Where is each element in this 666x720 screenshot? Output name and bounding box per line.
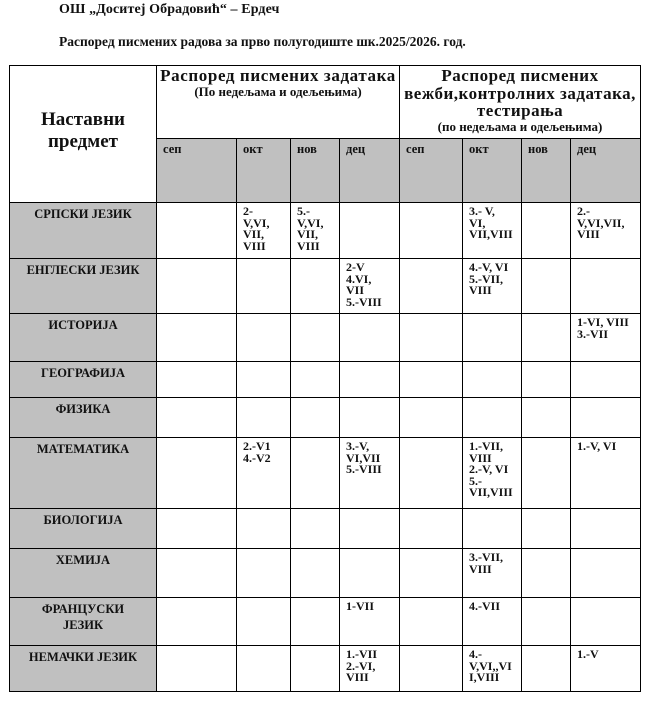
table-row	[10, 646, 641, 692]
table-row	[10, 549, 641, 598]
schedule-cell	[237, 549, 291, 598]
schedule-cell	[291, 549, 340, 598]
schedule-cell	[237, 646, 291, 692]
schedule-cell	[340, 509, 400, 549]
schedule-cell: 1-VII	[340, 598, 400, 646]
schedule-cell	[463, 509, 522, 549]
schedule-cell: 4.- V,VI,,VI I,VIII	[463, 646, 522, 692]
schedule-cell	[522, 598, 571, 646]
subject-cell: МАТЕМАТИКА	[10, 438, 157, 509]
subject-cell: ИСТОРИЈА	[10, 314, 157, 362]
subject-cell: БИОЛОГИЈА	[10, 509, 157, 549]
schedule-cell	[291, 362, 340, 398]
schedule-cell	[237, 362, 291, 398]
schedule-cell	[571, 362, 641, 398]
schedule-cell	[400, 598, 463, 646]
schedule-cell	[340, 203, 400, 259]
schedule-cell	[522, 259, 571, 314]
schedule-cell	[522, 646, 571, 692]
schedule-cell	[291, 509, 340, 549]
subject-cell: ЕНГЛЕСКИ ЈЕЗИК	[10, 259, 157, 314]
schedule-cell	[157, 314, 237, 362]
schedule-cell	[571, 549, 641, 598]
schedule-cell: 4.-V, VI 5.-VII, VIII	[463, 259, 522, 314]
schedule-cell	[522, 203, 571, 259]
schedule-cell: 1.-VII, VIII 2.-V, VI 5.- VII,VIII	[463, 438, 522, 509]
schedule-cell	[400, 509, 463, 549]
schedule-cell	[237, 398, 291, 438]
schedule-cell	[571, 598, 641, 646]
schedule-cell: 2- V,VI, VII, VIII	[237, 203, 291, 259]
schedule-cell	[340, 362, 400, 398]
schedule-cell	[400, 398, 463, 438]
table-row	[10, 509, 641, 549]
schedule-cell	[522, 398, 571, 438]
schedule-cell	[340, 398, 400, 438]
schedule-cell	[522, 549, 571, 598]
schedule-cell	[400, 259, 463, 314]
schedule-cell	[237, 509, 291, 549]
table-row	[10, 314, 641, 362]
schedule-cell	[522, 438, 571, 509]
schedule-cell	[463, 362, 522, 398]
schedule-cell	[571, 398, 641, 438]
schedule-cell	[157, 362, 237, 398]
subject-cell: ФРАНЦУСКИ ЈЕЗИК	[10, 598, 157, 646]
schedule-cell	[400, 438, 463, 509]
subject-column-header	[10, 66, 157, 203]
document-title: Распоред писмених радова за прво полугодиште шк.2025/2026. год.	[59, 34, 466, 49]
tests-group-header	[400, 66, 641, 139]
month-header-tasks-2: нов	[291, 139, 340, 203]
schedule-cell: 2.- V,VI,VII, VIII	[571, 203, 641, 259]
schedule-cell	[157, 549, 237, 598]
month-header-tests-1: окт	[463, 139, 522, 203]
schedule-cell	[400, 549, 463, 598]
schedule-cell	[340, 549, 400, 598]
schedule-cell	[291, 259, 340, 314]
table-row	[10, 362, 641, 398]
schedule-cell: 1.-VII 2.-VI, VIII	[340, 646, 400, 692]
schedule-cell: 3.- V, VI, VII,VIII	[463, 203, 522, 259]
subject-cell: СРПСКИ ЈЕЗИК	[10, 203, 157, 259]
group2-title: Распоред писмених вежби,контролних задатака, тестирања	[404, 66, 636, 120]
schedule-cell	[463, 398, 522, 438]
schedule-cell	[522, 509, 571, 549]
schedule-cell: 1.-V, VI	[571, 438, 641, 509]
table-row	[10, 438, 641, 509]
schedule-cell	[157, 438, 237, 509]
table-row	[10, 398, 641, 438]
schedule-cell	[291, 398, 340, 438]
group1-title: Распоред писмених задатака	[160, 66, 396, 85]
group1-subtitle: (По недељама и одељењима)	[194, 84, 362, 99]
subject-header-text: Наставни предмет	[41, 109, 125, 152]
schedule-cell: 5.- V,VI, VII, VIII	[291, 203, 340, 259]
schedule-cell	[571, 509, 641, 549]
schedule-cell: 1-VI, VIII 3.-VII	[571, 314, 641, 362]
group2-subtitle: (по недељама и одељењима)	[437, 118, 603, 134]
month-header-tasks-1: окт	[237, 139, 291, 203]
schedule-cell	[157, 398, 237, 438]
schedule-cell	[400, 314, 463, 362]
month-header-tests-3: дец	[571, 139, 641, 203]
month-header-tests-0: сеп	[400, 139, 463, 203]
schedule-cell	[157, 646, 237, 692]
schedule-cell: 4.-VII	[463, 598, 522, 646]
month-header-tasks-0: сеп	[157, 139, 237, 203]
schedule-cell: 3.-V, VI,VII 5.-VIII	[340, 438, 400, 509]
schedule-cell	[400, 203, 463, 259]
subject-cell: ГЕОГРАФИЈА	[10, 362, 157, 398]
written-tasks-group-header	[157, 66, 400, 139]
schedule-cell	[291, 646, 340, 692]
schedule-cell: 2.-V1 4.-V2	[237, 438, 291, 509]
schedule-cell	[237, 259, 291, 314]
schedule-cell	[291, 314, 340, 362]
table-row	[10, 598, 641, 646]
subject-cell: НЕМАЧКИ ЈЕЗИК	[10, 646, 157, 692]
schedule-cell	[522, 314, 571, 362]
schedule-cell	[400, 362, 463, 398]
schedule-cell	[522, 362, 571, 398]
schedule-cell	[237, 598, 291, 646]
schedule-cell	[291, 598, 340, 646]
month-header-tests-2: нов	[522, 139, 571, 203]
subject-cell: ХЕМИЈА	[10, 549, 157, 598]
table-row	[10, 203, 641, 259]
schedule-cell	[157, 203, 237, 259]
schedule-cell: 2-V 4.VI, VII 5.-VIII	[340, 259, 400, 314]
schedule-cell	[291, 438, 340, 509]
schedule-cell	[340, 314, 400, 362]
schedule-cell	[157, 509, 237, 549]
schedule-table	[9, 65, 641, 692]
schedule-cell	[157, 598, 237, 646]
schedule-cell: 1.-V	[571, 646, 641, 692]
schedule-cell	[237, 314, 291, 362]
schedule-cell	[463, 314, 522, 362]
month-header-tasks-3: дец	[340, 139, 400, 203]
schedule-cell	[571, 259, 641, 314]
school-name: ОШ „Доситеј Обрадовић“ – Ердеч	[59, 2, 280, 17]
schedule-cell: 3.-VII, VIII	[463, 549, 522, 598]
table-row	[10, 259, 641, 314]
subject-cell: ФИЗИКА	[10, 398, 157, 438]
schedule-cell	[400, 646, 463, 692]
schedule-cell	[157, 259, 237, 314]
